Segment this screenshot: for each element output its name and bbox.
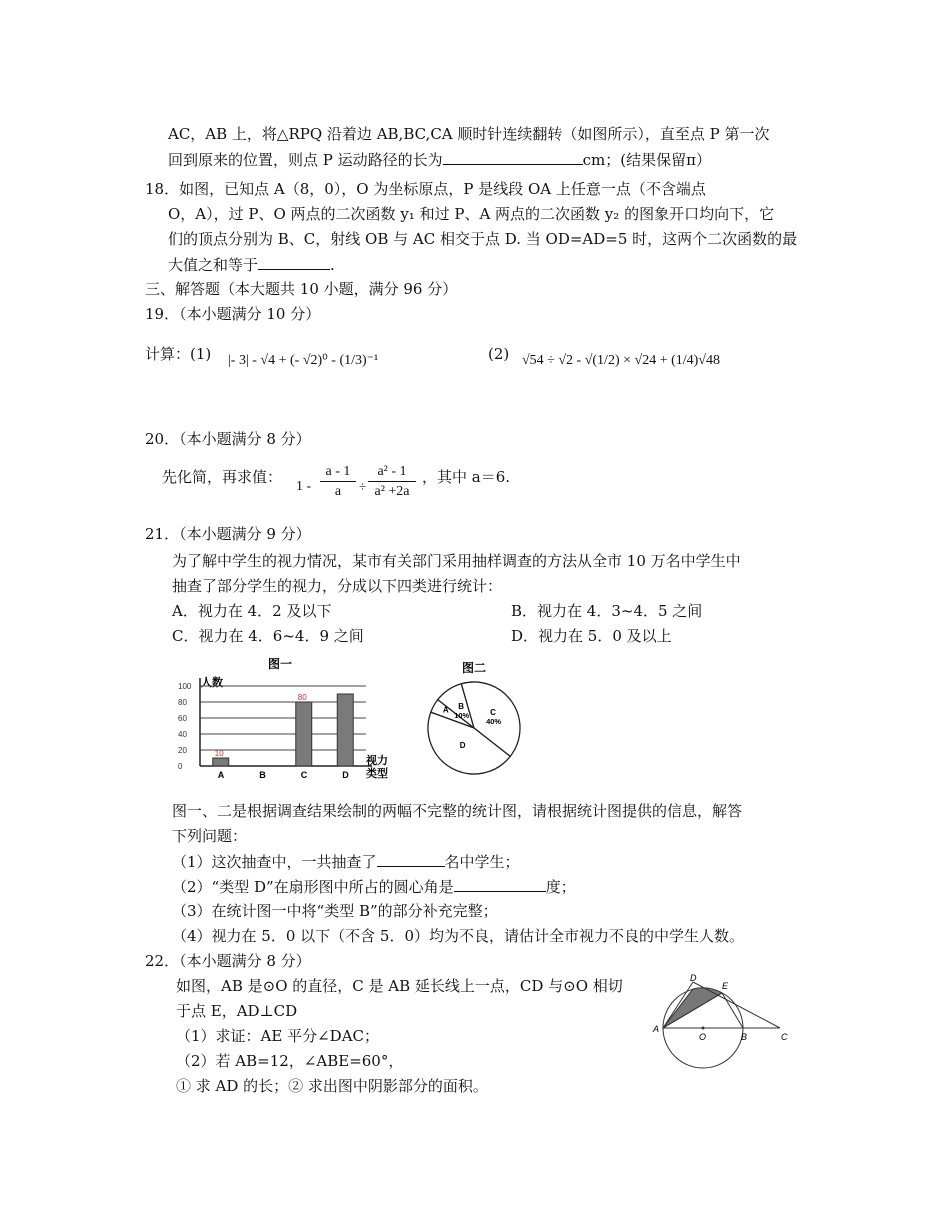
q19-label2: (2) xyxy=(488,345,510,363)
q20-den1: a xyxy=(334,484,342,499)
q21-after2: 下列问题： xyxy=(172,827,248,845)
bar-chart-data-labels xyxy=(215,693,307,758)
q20-prefix: 1 - xyxy=(296,479,312,494)
bar-chart-ylabel: 人数 xyxy=(201,677,223,689)
xtick-A: A xyxy=(217,770,225,780)
label-e: E xyxy=(722,981,729,991)
q20-div: ÷ xyxy=(359,479,367,494)
bar-chart-xticks xyxy=(218,770,350,780)
q21-head: 21．（本小题满分 9 分） xyxy=(145,525,311,543)
q21-sub2-a: （2）“类型 D”在扇形图中所占的圆心角是 xyxy=(172,878,454,896)
ytick-80: 80 xyxy=(178,698,187,707)
bar-chart xyxy=(176,656,438,786)
bar-A xyxy=(213,758,229,766)
section-title: 三、解答题（本大题共 10 小题，满分 96 分） xyxy=(145,280,458,298)
q22-line2: 于点 E，AD⊥CD xyxy=(176,1002,298,1020)
pie-label-C: C xyxy=(490,708,496,718)
q17-text-b: cm；(结果保留π） xyxy=(582,151,711,169)
ytick-40: 40 xyxy=(178,730,187,739)
q20-frac2 xyxy=(368,463,416,502)
bar-chart-xlabel-line2: 类型 xyxy=(366,768,388,780)
q17-line2 xyxy=(168,148,711,171)
q17-answer-blank[interactable] xyxy=(443,148,583,165)
bar-D xyxy=(337,694,353,766)
q22-line3: （1）求证：AE 平分∠DAC； xyxy=(176,1027,379,1045)
pie-label-A: A xyxy=(442,705,449,715)
pie-label-D: D xyxy=(459,741,466,751)
line-dc xyxy=(693,982,780,1028)
q21-after1: 图一、二是根据调查结果绘制的两幅不完整的统计图，请根据统计图提供的信息，解答 xyxy=(172,802,743,820)
q20-suffix: ，其中 a＝6. xyxy=(422,468,511,486)
xtick-B: B xyxy=(259,770,266,780)
pie-pct-C: 40% xyxy=(486,717,502,727)
pie-label-B: B xyxy=(458,701,464,711)
ytick-0: 0 xyxy=(178,762,183,771)
bar-C xyxy=(296,702,312,766)
xtick-C: C xyxy=(300,770,308,780)
q21-sub1-b: 名中学生； xyxy=(444,853,520,871)
q21-option-a: A．视力在 4．2 及以下 xyxy=(172,602,332,620)
q18-line4 xyxy=(168,253,335,276)
bar-chart-yticks xyxy=(178,682,192,771)
ytick-60: 60 xyxy=(178,714,187,723)
q21-sub4: （4）视力在 5．0 以下（不含 5．0）均为不良，请估计全市视力不良的中学生人数。 xyxy=(172,927,745,945)
pie-pct-B: 10% xyxy=(454,710,470,720)
q21-sub1 xyxy=(172,850,520,873)
q20-head: 20．（本小题满分 8 分） xyxy=(145,430,311,448)
q19-label: 计算：(1) xyxy=(145,345,212,363)
q20-num2: a² - 1 xyxy=(368,463,416,482)
q18-line2: O，A），过 P、O 两点的二次函数 y₁ 和过 P、A 两点的二次函数 y₂ 的图象开口均向下，它 xyxy=(168,205,775,223)
q19-head: 19．（本小题满分 10 分） xyxy=(145,305,321,323)
label-c: C xyxy=(781,1032,788,1042)
q21-sub1-a: （1）这次抽查中，一共抽查了 xyxy=(172,853,377,871)
xtick-D: D xyxy=(342,770,349,780)
bar-chart-xlabel-line1: 视力 xyxy=(366,755,388,767)
ytick-100: 100 xyxy=(178,682,192,691)
q20-prompt: 先化简，再求值： xyxy=(162,468,283,486)
label-d: D xyxy=(690,973,697,983)
center-dot xyxy=(702,1027,705,1030)
ytick-20: 20 xyxy=(178,746,187,755)
q21-sub2-b: 度； xyxy=(545,878,576,896)
q18-line3: 们的顶点分别为 B、C，射线 OB 与 AC 相交于点 D. 当 OD=AD=5 时，这两个二次函数的最 xyxy=(168,230,798,248)
geometry-figure xyxy=(650,972,800,1082)
q19-expr2: √54 ÷ √2 - √(1/2) × √24 + (1/4)√48 xyxy=(522,353,720,368)
q21-sub1-blank[interactable] xyxy=(377,850,445,867)
q21-intro2: 抽查了部分学生的视力，分成以下四类进行统计： xyxy=(172,577,503,595)
shaded-region xyxy=(663,988,722,1028)
label-o: O xyxy=(699,1032,707,1042)
label-a: A xyxy=(653,1024,660,1034)
q21-sub2 xyxy=(172,875,576,898)
bar-chart-bars xyxy=(213,694,354,766)
q22-line4: （2）若 AB=12，∠ABE=60°， xyxy=(176,1052,404,1070)
q20-frac1 xyxy=(320,463,356,502)
q21-option-b: B．视力在 4．3~4．5 之间 xyxy=(511,602,703,620)
data-label-C: 80 xyxy=(297,693,307,702)
q21-option-d: D．视力在 5．0 及以上 xyxy=(511,627,672,645)
pie-chart-title: 图二 xyxy=(462,661,487,675)
q18-text-a: 大值之和等于 xyxy=(168,256,259,274)
q19-expr1: |- 3| - √4 + (- √2)⁰ - (1/3)⁻¹ xyxy=(228,353,379,368)
label-b: B xyxy=(741,1032,748,1042)
data-label-A: 10 xyxy=(214,749,224,758)
q20-den2: a² +2a xyxy=(374,484,410,499)
pie-chart xyxy=(424,658,530,782)
bar-chart-title: 图一 xyxy=(268,657,293,671)
q22-line5: ① 求 AD 的长；② 求出图中阴影部分的面积。 xyxy=(176,1077,488,1095)
q20-num1: a - 1 xyxy=(320,463,356,482)
q17-text-a: 回到原来的位置，则点 P 运动路径的长为 xyxy=(168,151,443,169)
q18-text-b: . xyxy=(330,256,335,274)
q17-line1: AC，AB 上，将△RPQ 沿着边 AB,BC,CA 顺时针连续翻转（如图所示），直至点 P 第一次 xyxy=(168,125,770,143)
q18-line1: 18．如图，已知点 A（8，0），O 为坐标原点，P 是线段 OA 上任意一点（不含端点 xyxy=(145,180,706,198)
line-eb xyxy=(722,993,743,1028)
q21-sub3: （3）在统计图一中将“类型 B”的部分补充完整； xyxy=(172,902,498,920)
pie-chart-slices xyxy=(428,682,520,774)
q22-line1: 如图，AB 是⊙O 的直径，C 是 AB 延长线上一点，CD 与⊙O 相切 xyxy=(176,977,623,995)
q21-intro1: 为了解中学生的视力情况，某市有关部门采用抽样调查的方法从全市 10 万名中学生中 xyxy=(172,552,741,570)
q22-head: 22．（本小题满分 8 分） xyxy=(145,952,311,970)
q18-answer-blank[interactable] xyxy=(258,253,330,270)
q21-sub2-blank[interactable] xyxy=(454,875,546,892)
q21-option-c: C．视力在 4．6~4．9 之间 xyxy=(172,627,364,645)
